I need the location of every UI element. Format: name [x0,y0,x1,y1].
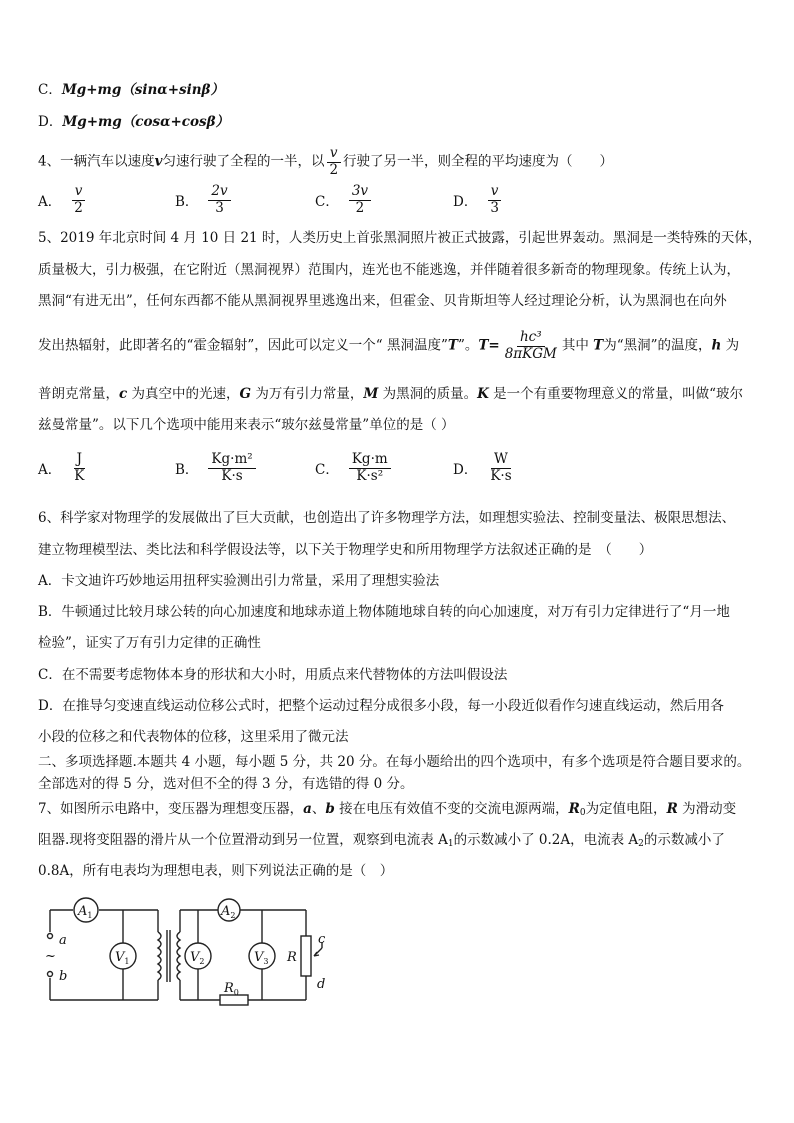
q4-stem-text: 4、一辆汽车以速度 [38,153,155,170]
label-V2-sub: 2 [199,957,205,966]
label-A2: A [221,904,231,919]
q7-text: 的示数减小了 0.2A，电流表 A [453,832,639,848]
label-c: c [318,932,326,947]
label-d: d [317,977,326,992]
q4-fraction [326,146,341,178]
q5-text: 是一个有重要物理意义的常量，叫做“玻尔 [493,386,744,402]
q5-line-1: 5、2019 年北京时间 4 月 10 日 21 时，人类历史上首张黑洞照片被正式披露，引起世界轰动。黑洞是一类特殊的天体， [38,230,762,246]
frac-den: K·s² [356,467,384,484]
q5-line-5 [38,384,743,404]
option-label: B． [175,194,199,211]
primary-coil [158,932,161,980]
frac-den: K·s [221,467,243,484]
label-b: b [59,969,68,984]
q5-var-M: M [363,386,379,402]
frac-num: W [491,452,511,469]
frac-den: 2 [355,199,365,216]
option-label: C． [38,82,62,98]
q7-text: 、 [311,801,326,817]
frac-num: v [72,184,86,201]
option-fraction [349,452,391,484]
q5-var-T: T [593,337,604,354]
rheostat-R [301,936,311,976]
frac-den: 2 [329,161,339,178]
option-expression: Mg+mg（cosα+cosβ） [62,114,230,130]
q7-text: 为滑动变 [682,801,737,817]
q5-option-c [315,452,393,484]
option-fraction [349,184,371,216]
label-V1: V [115,950,125,965]
q4-option-b [175,184,233,216]
q7-text: 为定值电阻， [585,801,667,817]
rheostat-slider-arrow [314,948,322,956]
q6-line-1: 6、科学家对物理学的发展做出了巨大贡献，也创造出了许多物理学方法，如理想实验法、控制变量法、极限思想法、 [38,510,736,526]
frac-den: K [74,467,85,484]
frac-num: hc³ [517,330,545,347]
option-label: D． [453,462,478,479]
secondary-coil [177,932,180,980]
q6-option-d-line-1: D．在推导匀变速直线运动位移公式时，把整个运动过程分成很多小段，每一小段近似看作匀速直线运动，然后用各 [38,698,724,714]
frac-num: Kg·m² [208,452,255,469]
label-V3: V [254,950,264,965]
q6-option-a: A．卡文迪许巧妙地运用扭秤实验测出引力常量，采用了理想实验法 [38,573,440,589]
option-label: C． [315,462,339,479]
frac-num: v [327,146,341,163]
q5-text: 为“黑洞”的温度， [603,337,712,354]
label-R0-sub: 0 [233,988,239,997]
option-fraction [487,184,502,216]
q7-var-R0: R [568,801,580,817]
q7-line-1 [38,799,736,823]
frac-den: 3 [490,199,499,216]
q4-stem-text: 行驶了另一半，则全程的平均速度为（ ） [343,153,614,170]
label-a: a [59,933,67,948]
q5-text: 其中 [561,337,589,354]
q7-var-a: a [303,801,312,817]
section2-line-1: 二、多项选择题.本题共 4 小题，每小题 5 分，共 20 分。在每小题给出的四个选项中，有多个选项是符合题目要求的。 [38,754,751,770]
label-A1: A [78,904,88,919]
q5-text: 为黑洞的质量。 [382,386,478,402]
option-fraction [487,452,514,484]
q4-option-a [38,184,88,216]
svg-text:V3 [254,950,268,966]
option-fraction [71,184,86,216]
q5-line-6: 兹曼常量”。以下几个选项中能用来表示“玻尔兹曼常量”单位的是（ ） [38,417,455,433]
q7-sub: 2 [638,839,644,849]
q5-formula-lhs: T= [478,337,500,354]
frac-num: J [74,452,85,469]
q4-option-d [453,184,504,216]
q5-line-3: 黑洞“有进无出”，任何东西都不能从黑洞视界里逃逸出来，但霍金、贝肯斯坦等人经过理论分析，认为黑洞也在向外 [38,293,727,309]
option-fraction [208,452,255,484]
q7-sub: 0 [579,808,586,818]
q7-var-b: b [325,801,335,817]
label-ac-symbol: ~ [45,949,56,964]
svg-text:V1 [115,950,129,966]
option-label: D． [38,114,63,130]
option-label: A． [38,462,62,479]
label-V1-sub: 1 [124,957,130,966]
option-label: D． [453,194,478,211]
q7-line-3: 0.8A，所有电表均为理想电表，则下列说法正确的是（ ） [38,863,394,879]
q5-var-G: G [239,386,252,402]
q4-var-v: v [154,153,163,170]
q6-line-2: 建立物理模型法、类比法和科学假设法等，以下关于物理学史和所用物理学方法叙述正确的是 （ ） [38,542,653,558]
q5-formula-fraction [502,330,560,362]
label-V3-sub: 3 [263,957,269,966]
frac-num: 2v [208,184,230,201]
q5-var-K: K [477,386,489,402]
q7-sub: 1 [447,839,454,849]
svg-text:V2 [190,950,204,966]
q7-text: 7、如图所示电路中，变压器为理想变压器， [38,801,304,817]
frac-den: 2 [74,199,83,216]
terminal-a [48,934,53,939]
q5-var-T: T [447,337,458,354]
q4-stem-text: 匀速行驶了全程的一半，以 [162,153,325,170]
option-fraction [71,452,87,484]
label-R0: R [224,981,234,996]
q5-text: 为真空中的光速， [131,386,240,402]
q5-text: ”。 [457,337,479,354]
q5-line-2: 质量极大，引力极强，在它附近（黑洞视界）范围内，连光也不能逃逸，并伴随着很多新奇的物理现象。传统上认为， [38,262,740,278]
svg-text:A2 [220,904,235,920]
label-R: R [287,950,297,965]
option-fraction [208,184,230,216]
q3-option-c [38,80,224,100]
svg-text:A1 [77,904,92,920]
section2-line-2: 全部选对的得 5 分，选对但不全的得 3 分，有选错的得 0 分。 [38,776,414,792]
q3-option-d [38,112,229,132]
circuit-diagram [40,896,350,1011]
q5-text: 普朗克常量， [38,386,119,402]
label-A1-sub: 1 [87,911,93,920]
label-A2-sub: 2 [230,911,236,920]
q5-var-h: h [711,337,722,354]
option-label: A． [38,194,62,211]
q4-stem [38,146,613,178]
svg-text:R0 [223,981,239,997]
option-label: B． [175,462,199,479]
option-label: C． [315,194,339,211]
q5-var-c: c [119,386,128,402]
q6-option-b-line-1: B．牛顿通过比较月球公转的向心加速度和地球赤道上物体随地球自转的向心加速度，对万有引力定律进行了“月一地 [38,604,730,620]
q6-option-c: C．在不需要考虑物体本身的形状和大小时，用质点来代替物体的方法叫假设法 [38,667,508,683]
frac-den: K·s [490,467,512,484]
frac-num: Kg·m [349,452,391,469]
q5-text: 为万有引力常量， [255,386,364,402]
q5-line-4 [38,330,739,362]
option-expression: Mg+mg（sinα+sinβ） [61,82,225,98]
q7-var-R: R [666,801,678,817]
q5-option-b [175,452,258,484]
q5-option-d [453,452,517,484]
frac-den: 8πKGM [504,345,557,362]
q6-option-b-line-2: 检验”，证实了万有引力定律的正确性 [38,635,261,651]
q6-option-d-line-2: 小段的位移之和代表物体的位移，这里采用了微元法 [38,729,349,745]
q7-line-2 [38,830,725,854]
q7-text: 接在电压有效值不变的交流电源两端， [339,801,569,817]
q5-text: 为 [725,337,740,354]
q5-text: 发出热辐射，此即著名的“霍金辐射”，因此可以定义一个“ 黑洞温度” [38,337,448,354]
q7-text: 的示数减小了 [643,832,725,848]
terminal-b [48,972,53,977]
q5-option-a [38,452,89,484]
frac-den: 3 [215,199,224,216]
q7-text: 阻器.现将变阻器的滑片从一个位置滑动到另一位置，观察到电流表 A [38,832,448,848]
label-V2: V [190,950,200,965]
frac-num: 3v [349,184,371,201]
frac-num: v [488,184,502,201]
q4-option-c [315,184,373,216]
